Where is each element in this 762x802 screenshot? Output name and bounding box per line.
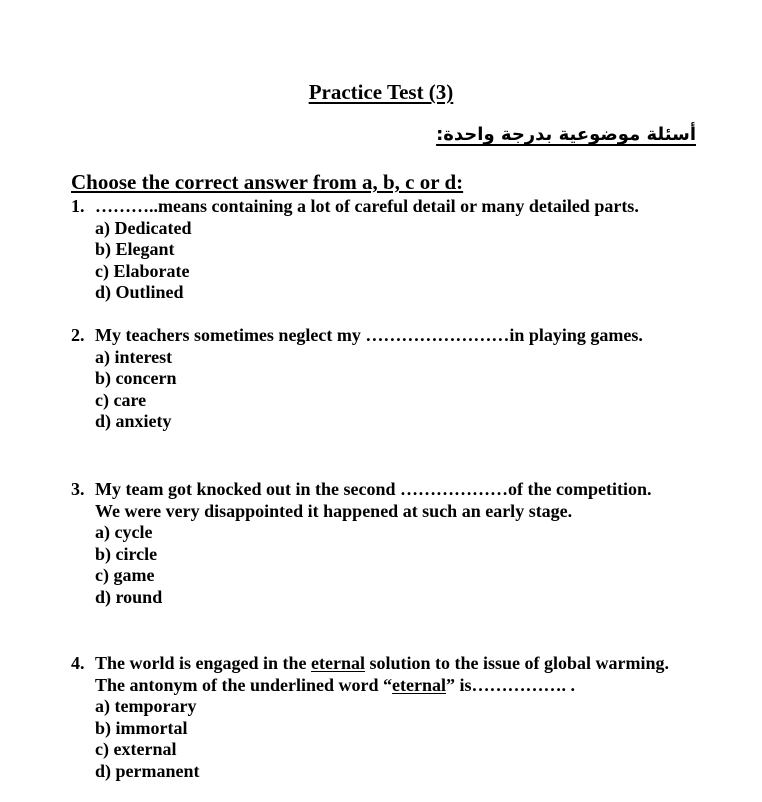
option-c: c) care (95, 389, 147, 410)
option-a: a) interest (95, 346, 173, 367)
question-stem: My teachers sometimes neglect my ……………………in playing games. (95, 325, 643, 345)
option-d: d) permanent (95, 760, 200, 781)
question-4 (71, 653, 669, 782)
question-stem-line-2: We were very disappointed it happened at such an early stage. (95, 500, 573, 521)
option-b: b) Elegant (95, 239, 175, 259)
instruction-heading (71, 170, 463, 195)
question-number: 4. (71, 653, 85, 673)
option-c: c) game (95, 565, 155, 585)
question-stem: My team got knocked out in the second ………………of the competition. (95, 479, 652, 499)
question-number: 1. (71, 196, 85, 216)
question-3 (71, 479, 651, 608)
option-d: d) Outlined (95, 282, 184, 302)
page-title (0, 80, 762, 105)
title-text: Practice Test (3) (308, 80, 454, 104)
question-stem-part: The antonym of the underlined word “ (95, 674, 393, 695)
option-a: a) cycle (95, 522, 153, 542)
question-1 (71, 196, 639, 304)
question-stem-part: The world is engaged in the (95, 653, 312, 673)
underlined-word: eternal (311, 653, 366, 673)
arabic-section-heading (436, 124, 696, 145)
option-b: b) concern (95, 368, 177, 388)
option-d: d) round (95, 586, 163, 607)
instruction-text: Choose the correct answer from a, b, c or d: (71, 170, 464, 194)
question-2 (71, 325, 643, 433)
arabic-heading-text: أسئلة موضوعية بدرجة واحدة: (436, 124, 696, 145)
option-b: b) circle (95, 543, 158, 564)
underlined-word: eternal (392, 674, 447, 695)
question-number: 2. (71, 325, 85, 345)
option-c: c) external (95, 739, 177, 759)
question-stem-part: solution to the issue of global warming. (365, 653, 670, 673)
question-stem-part: ” is……………. . (446, 674, 576, 695)
option-c: c) Elaborate (95, 260, 190, 281)
option-b: b) immortal (95, 717, 188, 738)
option-a: a) Dedicated (95, 217, 192, 238)
question-stem: ………..means containing a lot of careful detail or many detailed parts. (95, 196, 639, 216)
question-stem-line-2 (71, 675, 669, 697)
question-number: 3. (71, 479, 85, 499)
option-a: a) temporary (95, 696, 197, 716)
option-d: d) anxiety (95, 411, 172, 431)
